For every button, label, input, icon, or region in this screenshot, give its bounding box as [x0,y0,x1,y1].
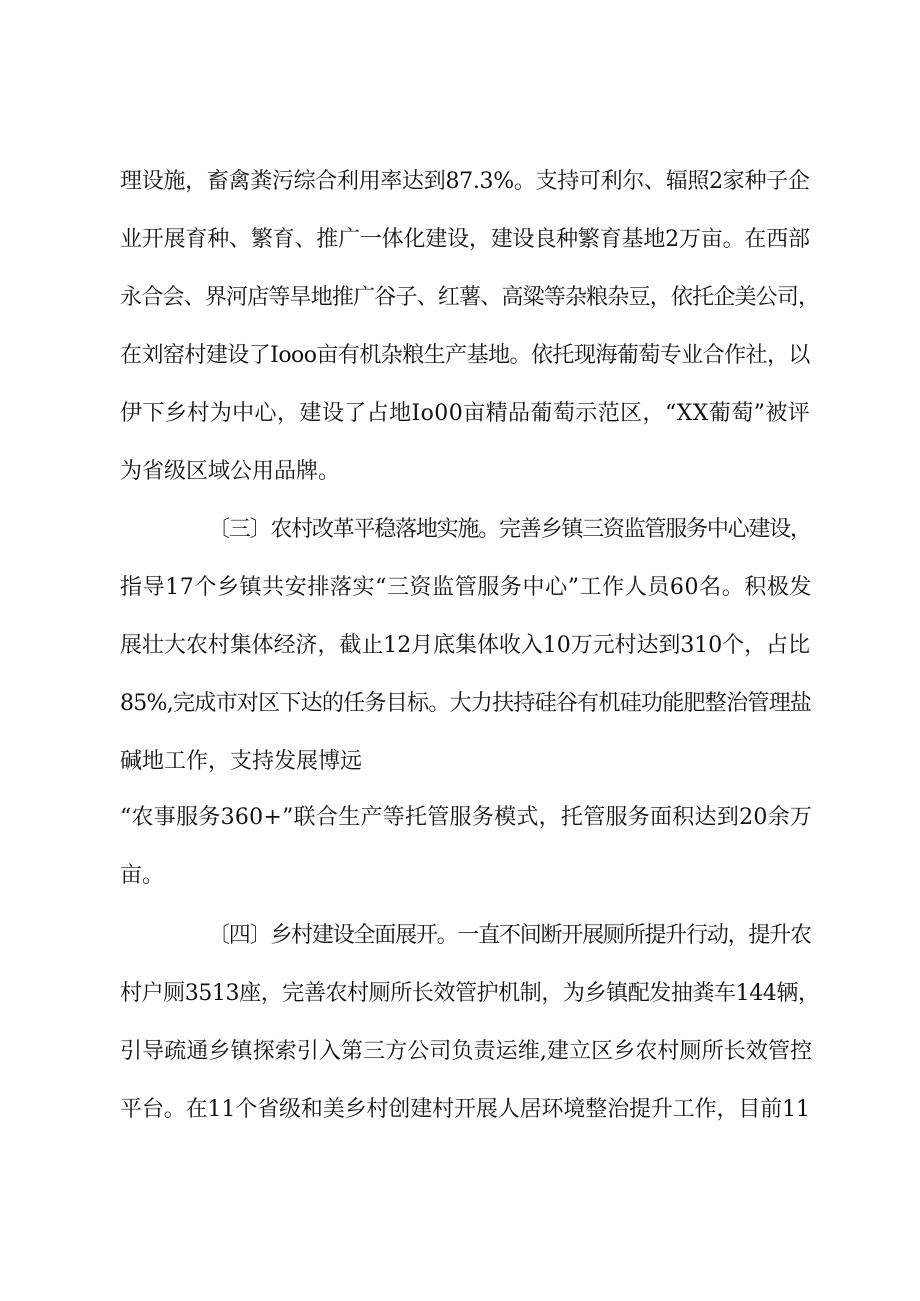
section-heading-line: 〔三〕农村改革平稳落地实施。完善乡镇三资监管服务中心建设， [208,517,811,542]
text-line: 永合会、界河店等旱地推广谷子、红薯、高粱等杂粮杂豆，依托企美公司， [120,285,820,310]
text-line: “农事服务360+”联合生产等托管服务模式，托管服务面积达到20余万 [120,805,813,830]
text-line: 伊下乡村为中心，建设了占地Io00亩精品葡萄示范区，“XX葡萄”被评 [120,401,811,426]
text-line: 展壮大农村集体经济，截止12月底集体收入10万元村达到310个，占比 [120,633,810,658]
text-line: 指导17个乡镇共安排落实“三资监管服务中心”工作人员60名。积极发 [120,575,813,600]
text-line: 业开展育种、繁育、推广一体化建设，建设良种繁育基地2万亩。在西部 [120,227,810,252]
text-line: 在刘窑村建设了Iooo亩有机杂粮生产基地。依托现海葡萄专业合作社，以 [120,343,810,368]
text-line: 村户厕3513座，完善农村厕所长效管护机制，为乡镇配发抽粪车144辆， [120,981,820,1006]
text-line: 亩。 [120,863,165,888]
text-line: 为省级区域公用品牌。 [120,459,341,484]
text-line: 平台。在11个省级和美乡村创建村开展人居环境整治提升工作，目前11 [120,1097,810,1122]
text-line: 碱地工作，支持发展博远 [120,749,363,774]
section-heading-line: 〔四〕乡村建设全面展开。一直不间断开展厕所提升行动，提升农 [208,923,811,948]
text-line: 引导疏通乡镇探索引入第三方公司负责运维,建立区乡农村厕所长效管控 [120,1039,813,1064]
text-line: 理设施，畜禽粪污综合利用率达到87.3%。支持可利尔、辐照2家种子企 [120,169,810,194]
text-line: 85%,完成市对区下达的任务目标。大力扶持硅谷有机硅功能肥整治管理盐 [120,691,812,716]
